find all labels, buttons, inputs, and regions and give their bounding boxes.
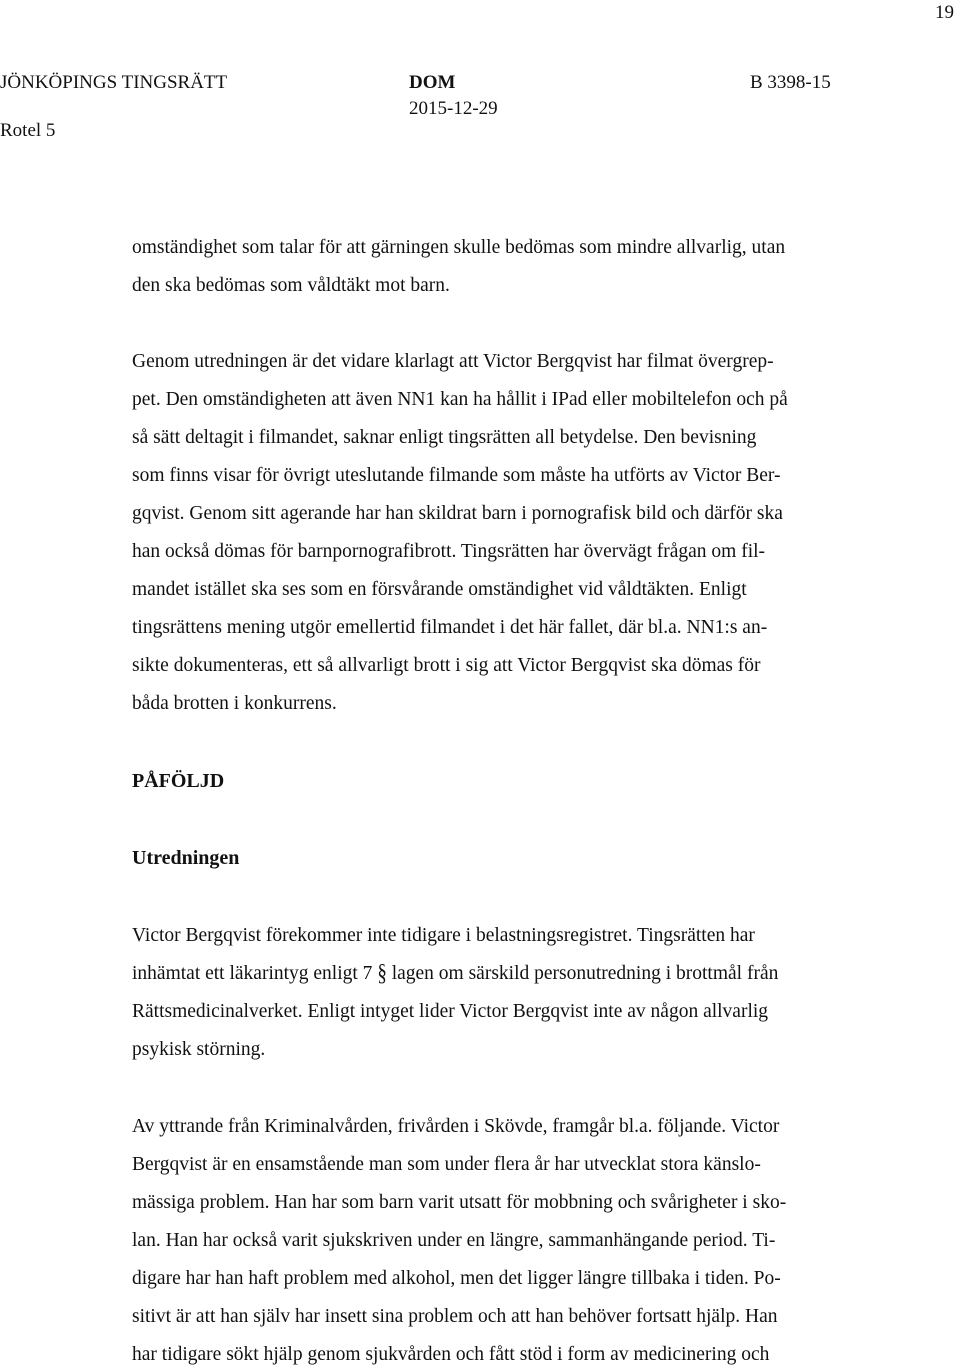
text-line: gqvist. Genom sitt agerande har han skildrat barn i pornografisk bild och därför ska bbox=[132, 503, 783, 524]
court-name: JÖNKÖPINGS TINGSRÄTT bbox=[0, 72, 228, 93]
text-line: Bergqvist är en ensamstående man som under flera år har utvecklat stora känslo- bbox=[132, 1154, 761, 1175]
court-division: Rotel 5 bbox=[0, 120, 56, 141]
text-line: Av yttrande från Kriminalvården, frivården i Skövde, framgår bl.a. följande. Victor bbox=[132, 1116, 780, 1137]
text-line: Genom utredningen är det vidare klarlagt att Victor Bergqvist har filmat övergrep- bbox=[132, 351, 774, 372]
text-line: som finns visar för övrigt uteslutande filmande som måste ha utförts av Victor Ber- bbox=[132, 465, 781, 486]
text-line: tingsrättens mening utgör emellertid filmandet i det här fallet, där bl.a. NN1:s an- bbox=[132, 617, 768, 638]
text-line: mandet istället ska ses som en försvårande omständighet vid våldtäkten. Enligt bbox=[132, 579, 747, 600]
text-line: båda brotten i konkurrens. bbox=[132, 693, 337, 714]
document-date: 2015-12-29 bbox=[409, 98, 498, 119]
text-line: Victor Bergqvist förekommer inte tidigare i belastningsregistret. Tingsrätten har bbox=[132, 925, 755, 946]
subsection-heading: Utredningen bbox=[132, 847, 240, 869]
text-line: så sätt deltagit i filmandet, saknar enligt tingsrätten all betydelse. Den bevisning bbox=[132, 427, 757, 448]
text-line: har tidigare sökt hjälp genom sjukvården och fått stöd i form av medicinering och bbox=[132, 1344, 770, 1365]
text-line: han också dömas för barnpornografibrott. Tingsrätten har övervägt frågan om fil- bbox=[132, 541, 766, 562]
text-line: pet. Den omständigheten att även NN1 kan ha hållit i IPad eller mobiltelefon och på bbox=[132, 389, 788, 410]
page-number: 19 bbox=[935, 2, 954, 23]
section-heading: PÅFÖLJD bbox=[132, 770, 225, 792]
text-line: psykisk störning. bbox=[132, 1039, 266, 1060]
text-line: sitivt är att han själv har insett sina problem och att han behöver fortsatt hjälp. Han bbox=[132, 1306, 778, 1327]
text-line bbox=[132, 962, 778, 986]
text-line: mässiga problem. Han har som barn varit utsatt för mobbning och svårigheter i sko- bbox=[132, 1192, 787, 1213]
text-line: sikte dokumenteras, ett så allvarligt brott i sig att Victor Bergqvist ska dömas för bbox=[132, 655, 761, 676]
text-line: lan. Han har också varit sjukskriven under en längre, sammanhängande period. Ti- bbox=[132, 1230, 776, 1251]
section-symbol: § bbox=[377, 960, 387, 987]
text-line: den ska bedömas som våldtäkt mot barn. bbox=[132, 275, 450, 296]
document-type: DOM bbox=[409, 72, 456, 93]
text-segment: lagen om särskild personutredning i brottmål från bbox=[391, 963, 779, 984]
text-segment: inhämtat ett läkarintyg enligt 7 bbox=[132, 963, 373, 984]
text-line: digare har han haft problem med alkohol, men det ligger längre tillbaka i tiden. Po- bbox=[132, 1268, 781, 1289]
text-line: omständighet som talar för att gärningen skulle bedömas som mindre allvarlig, utan bbox=[132, 237, 786, 258]
case-number: B 3398-15 bbox=[750, 72, 831, 93]
text-line: Rättsmedicinalverket. Enligt intyget lider Victor Bergqvist inte av någon allvarlig bbox=[132, 1001, 769, 1022]
